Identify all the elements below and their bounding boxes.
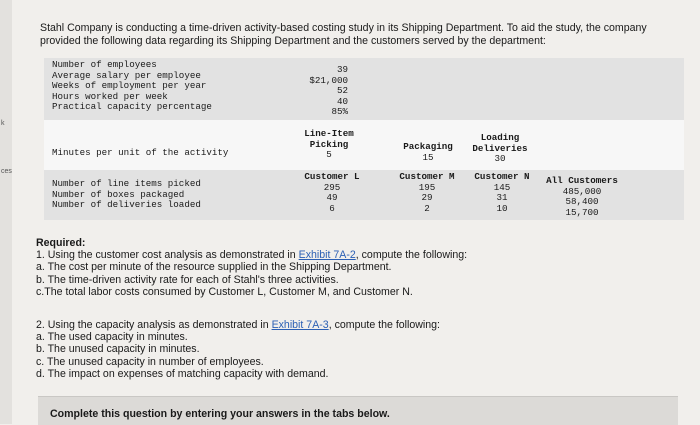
customer-n-value-1: 31: [496, 192, 508, 204]
dept-label-4: Practical capacity percentage: [52, 101, 212, 113]
question-2-prefix: 2. Using the capacity analysis as demonstrated in: [36, 319, 269, 331]
dept-label-0: Number of employees: [52, 59, 157, 70]
question-2-section: [36, 319, 676, 380]
customer-row-label-2: Number of deliveries loaded: [52, 199, 201, 211]
question-2: [36, 319, 676, 331]
q1-item-b: b. The time-driven activity rate for each of Stahl's three activities.: [36, 273, 339, 286]
packaging-value: 15: [422, 151, 434, 163]
question-1-suffix: , compute the following:: [355, 249, 468, 262]
dept-label-1: Average salary per employee: [52, 69, 201, 81]
footer-instruction: Complete this question by entering your answers in the tabs below.: [50, 408, 390, 420]
all-customers-value-1: 58,400: [565, 196, 599, 208]
dept-label-3: Hours worked per week: [52, 90, 168, 102]
question-1: [36, 249, 676, 261]
packaging-header: Packaging: [403, 141, 453, 152]
dept-value-3: 40: [336, 95, 348, 107]
customer-n-header: Customer N: [474, 171, 530, 182]
line-item-header-1: Line-Item: [304, 128, 354, 139]
exhibit-7a-2-link[interactable]: Exhibit 7A-2: [298, 249, 356, 262]
customer-l-value-0: 295: [323, 181, 341, 193]
intro-text: Stahl Company is conducting a time-driven activity-based costing study in its Shipping Department. To aid the study, the company provided the following data regarding its Shipping Department and the customers served by the department:: [40, 22, 647, 47]
all-customers-header: All Customers: [546, 175, 618, 186]
all-customers-value-2: 15,700: [565, 206, 599, 218]
dept-label-2: Weeks of employment per year: [52, 80, 207, 92]
left-sidebar-strip: [0, 0, 12, 424]
dept-value-1: $21,000: [309, 74, 348, 86]
exhibit-7a-3-link[interactable]: Exhibit 7A-3: [271, 319, 329, 331]
q2-item-c: c. The unused capacity in number of employees.: [36, 355, 264, 368]
sidebar-mark-1: k: [1, 120, 5, 127]
customer-row-label-1: Number of boxes packaged: [52, 188, 185, 200]
customer-m-value-1: 29: [421, 192, 433, 204]
customer-m-value-0: 195: [418, 181, 436, 193]
loading-header-2: Deliveries: [472, 142, 528, 154]
q2-item-a: a. The used capacity in minutes.: [36, 331, 188, 344]
customer-n-value-0: 145: [493, 181, 511, 193]
minutes-row-label: Minutes per unit of the activity: [52, 147, 229, 158]
dept-value-2: 52: [336, 85, 348, 97]
customer-m-value-2: 2: [424, 202, 430, 214]
line-item-value: 5: [326, 149, 332, 161]
q1-item-a: a. The cost per minute of the resource supplied in the Shipping Department.: [36, 261, 392, 274]
dept-value-4: 85%: [331, 106, 348, 118]
customer-l-header: Customer L: [304, 171, 360, 182]
question-1-prefix: 1. Using the customer cost analysis as demonstrated in: [36, 249, 296, 262]
dept-value-0: 39: [336, 64, 348, 75]
required-title: Required:: [36, 237, 86, 249]
customer-row-label-0: Number of line items picked: [52, 178, 201, 189]
loading-header-1: Loading: [480, 132, 520, 143]
answer-tabs-banner: [38, 396, 678, 425]
customer-n-value-2: 10: [496, 202, 508, 214]
required-section: [36, 237, 676, 298]
loading-value: 30: [494, 153, 506, 165]
data-table: [44, 58, 698, 220]
line-item-header-2: Picking: [309, 138, 349, 150]
question-2-suffix: , compute the following:: [328, 319, 440, 331]
q2-item-d: d. The impact on expenses of matching capacity with demand.: [36, 367, 329, 380]
q2-item-b: b. The unused capacity in minutes.: [36, 343, 200, 356]
q1-item-c: c.The total labor costs consumed by Customer L, Customer M, and Customer N.: [36, 285, 413, 298]
customer-l-value-1: 49: [326, 192, 338, 204]
all-customers-value-0: 485,000: [562, 185, 602, 197]
sidebar-mark-2: ces: [1, 168, 12, 175]
customer-m-header: Customer M: [399, 171, 455, 182]
customer-l-value-2: 6: [329, 202, 335, 214]
